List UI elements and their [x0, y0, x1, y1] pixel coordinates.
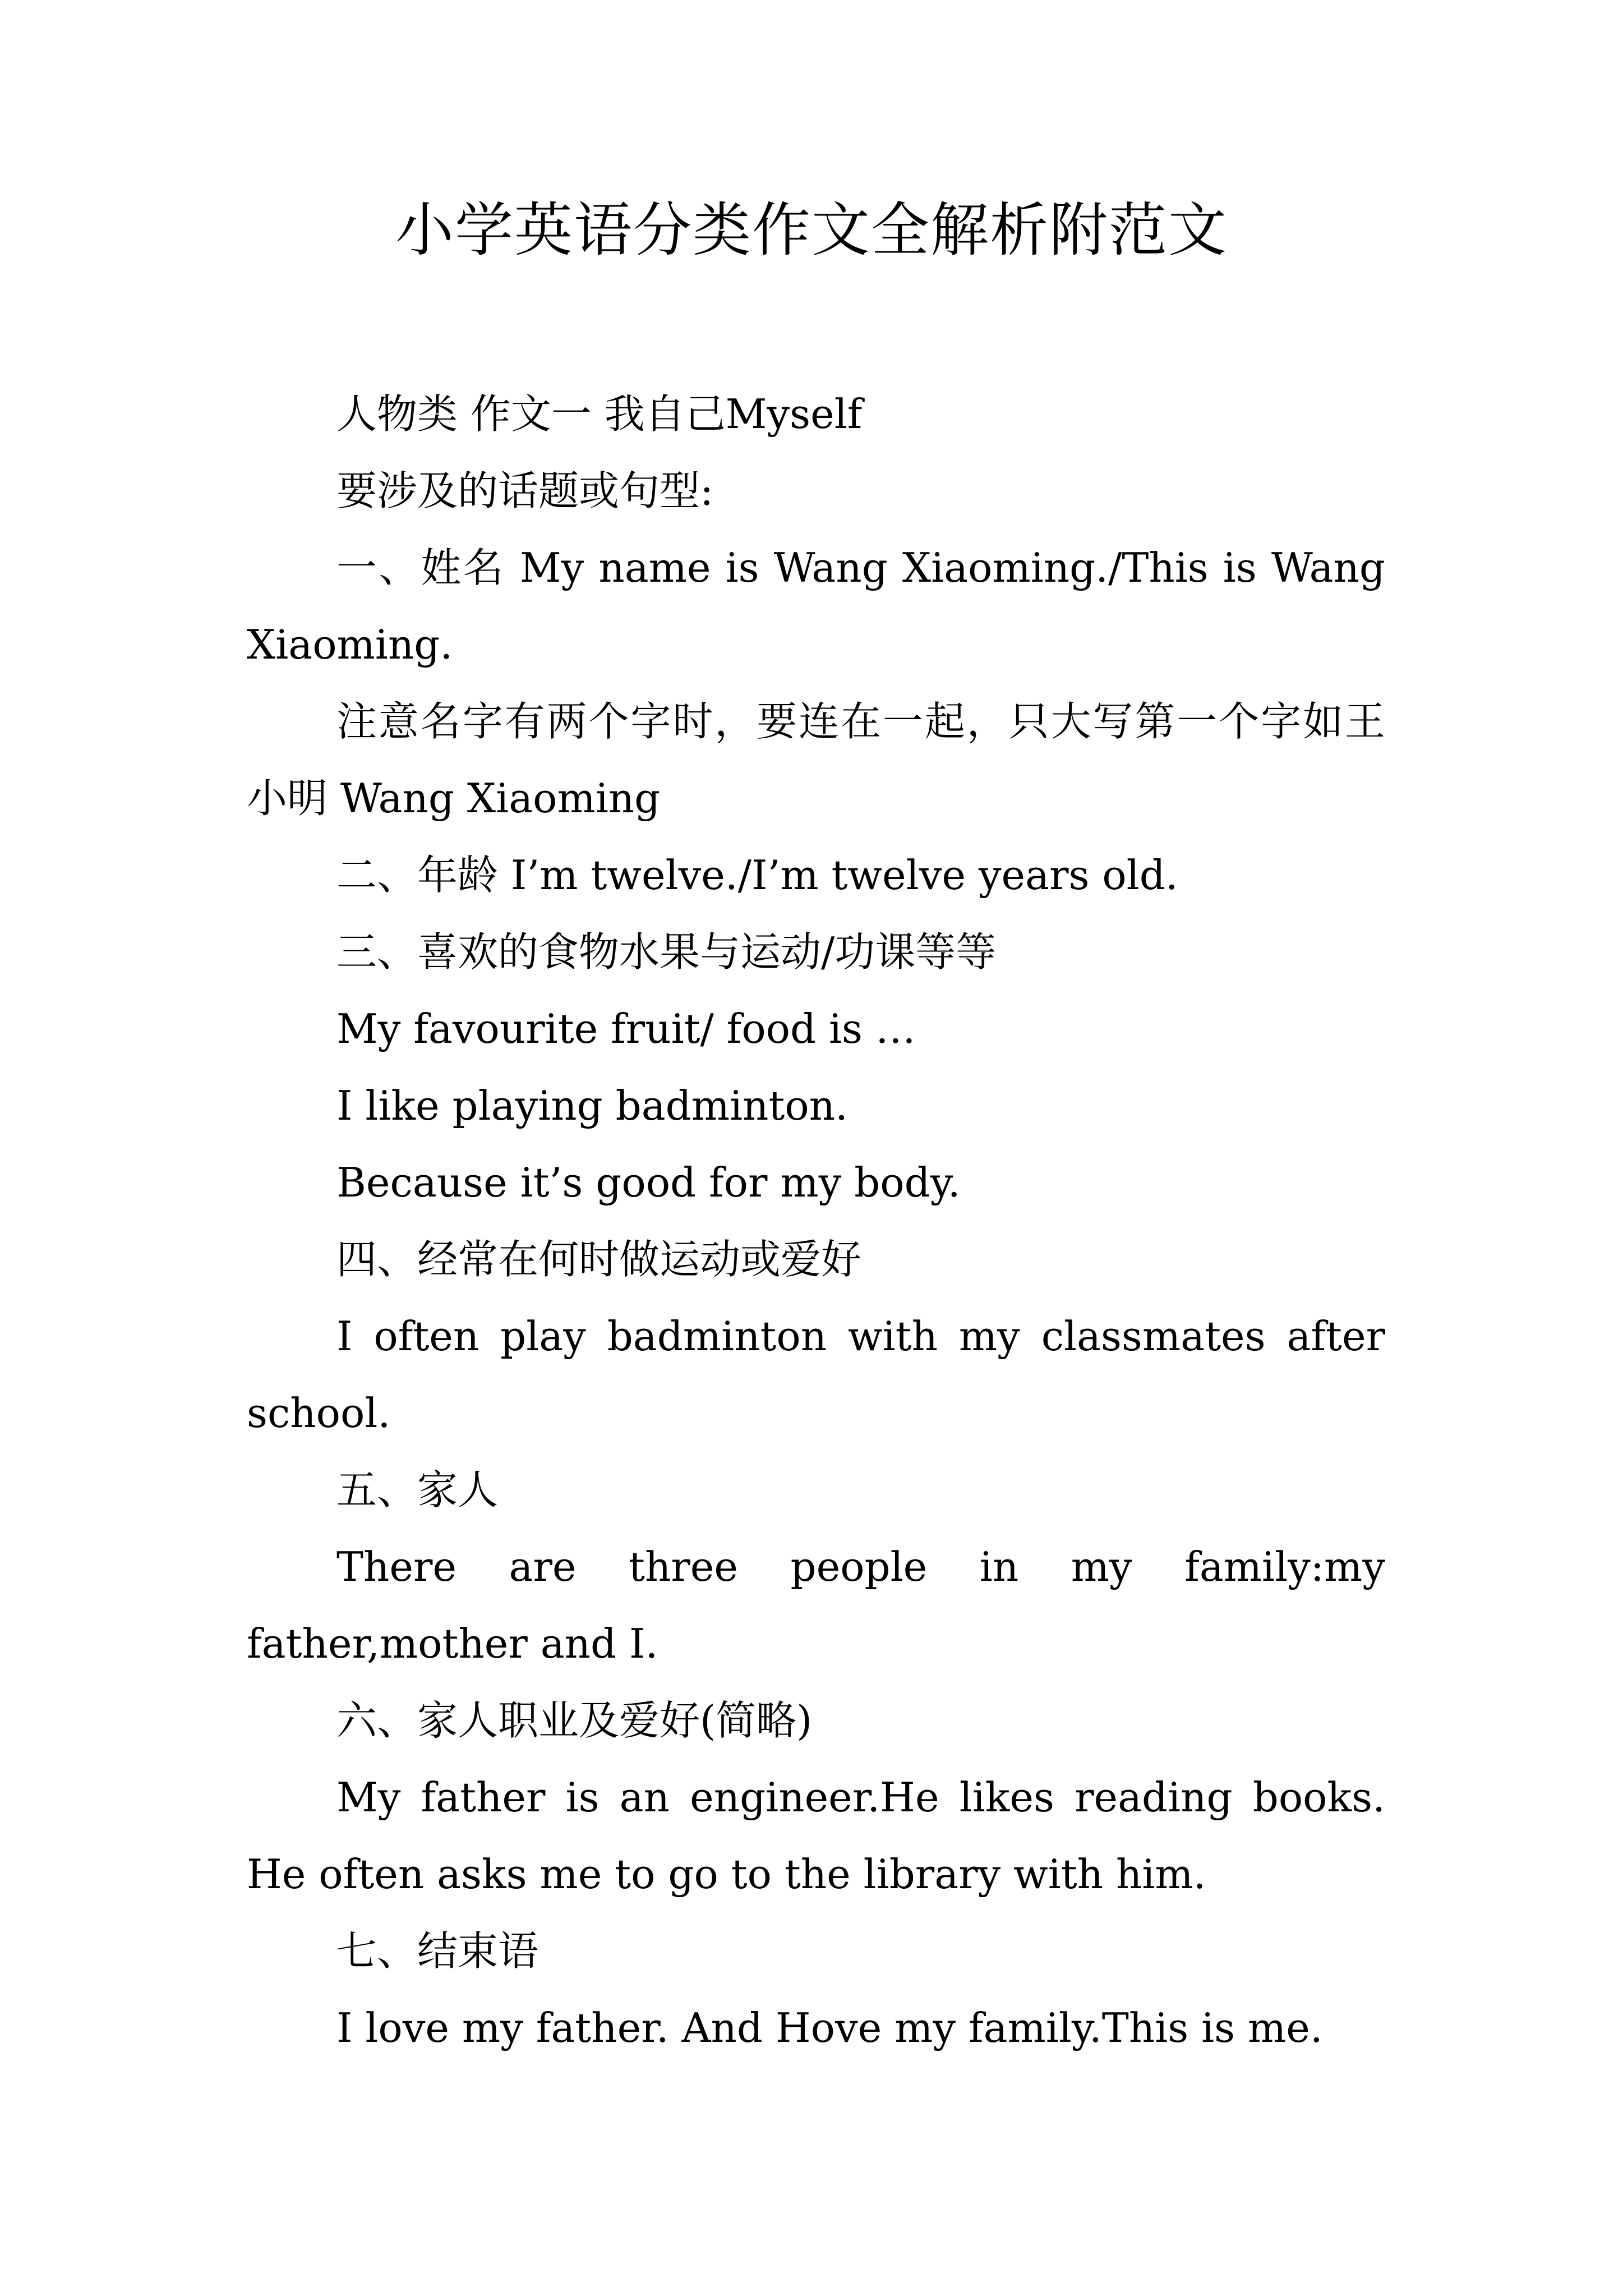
paragraph-name: 一、姓名 My name is Wang Xiaoming./This is Wang Xiaoming.	[247, 544, 1385, 668]
document-title: 小学英语分类作文全解析附范文	[395, 196, 1228, 264]
paragraph-age: 二、年龄 I’m twelve./I’m twelve years old.	[336, 852, 1178, 899]
paragraph-ending: I love my father. And Hove my family.This is me.	[336, 2004, 1323, 2051]
paragraph-often-play: I often play badminton with my classmates after school.	[247, 1313, 1385, 1437]
paragraph-topics-intro: 要涉及的话题或句型:	[336, 467, 714, 514]
paragraph-because: Because it’s good for my body.	[336, 1159, 961, 1206]
paragraph-father: My father is an engineer.He likes reading books. He often asks me to go to the library with him.	[247, 1774, 1385, 1898]
paragraph-name-note: 注意名字有两个字时，要连在一起，只大写第一个字如王小明 Wang Xiaoming	[247, 698, 1385, 822]
paragraph-family-jobs: 六、家人职业及爱好(简略)	[336, 1697, 813, 1744]
document-body	[247, 376, 1385, 2067]
paragraph-when-hobby: 四、经常在何时做运动或爱好	[336, 1236, 862, 1283]
paragraph-favourite-food: My favourite fruit/ food is …	[336, 1005, 916, 1052]
paragraph-topic-heading: 人物类 作文一 我自己Myself	[336, 390, 863, 438]
paragraph-favourites: 三、喜欢的食物水果与运动/功课等等	[336, 928, 997, 976]
paragraph-family: There are three people in my family:my father,mother and I.	[247, 1543, 1385, 1667]
paragraph-like-badminton: I like playing badminton.	[336, 1082, 848, 1129]
paragraph-ending-heading: 七、结束语	[336, 1927, 539, 1975]
paragraph-family-heading: 五、家人	[336, 1466, 499, 1513]
